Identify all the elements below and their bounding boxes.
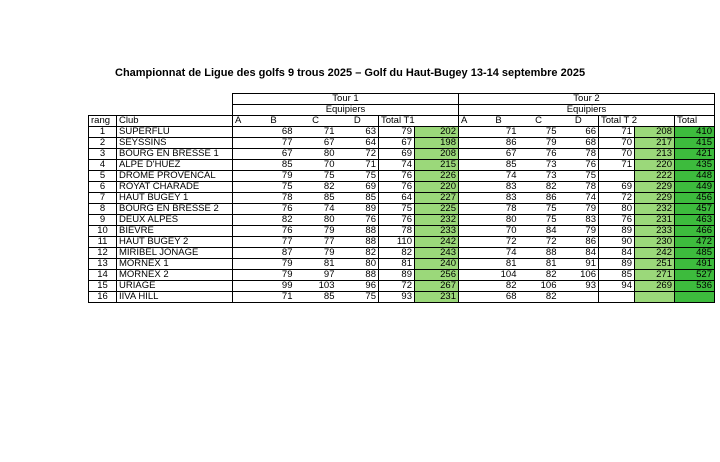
tour1-b-score: 77 [295,237,337,248]
tour2-b-score: 76 [519,149,559,160]
tour1-total: 225 [415,204,459,215]
spacer-cell [459,270,479,281]
tour2-total: 217 [635,138,675,149]
tour1-a-score: 71 [253,292,295,303]
tour1-a-score: 87 [253,248,295,259]
tour1-d-score: 69 [379,149,415,160]
tour1-group-label: Equipiers [233,105,459,116]
table-row [89,204,715,215]
grand-total [675,292,715,303]
tour2-d-score [599,292,635,303]
tour2-d-score [599,171,635,182]
tour1-total: 240 [415,259,459,270]
header-rang: rang [89,116,117,127]
tour2-total: 251 [635,259,675,270]
table-row [89,138,715,149]
rank-cell: 12 [89,248,117,259]
tour1-c-score: 63 [337,127,379,138]
tour2-c-score: 66 [559,127,599,138]
club-cell: BOURG EN BRESSE 2 [117,204,233,215]
tour2-d-score: 71 [599,127,635,138]
tour2-c-score: 74 [559,193,599,204]
tour2-c-score: 76 [559,160,599,171]
tour1-a-score: 77 [253,237,295,248]
rank-cell: 14 [89,270,117,281]
tour2-a-score: 70 [479,226,519,237]
rank-cell: 1 [89,127,117,138]
tour1-a-score: 68 [253,127,295,138]
tour2-total: 271 [635,270,675,281]
rank-cell: 6 [89,182,117,193]
tour1-c-score: 72 [337,149,379,160]
club-cell: MORNEX 2 [117,270,233,281]
tour1-a-score: 79 [253,171,295,182]
tour1-c-score: 82 [337,248,379,259]
tour1-c-score: 75 [337,292,379,303]
tour2-a-score: 104 [479,270,519,281]
rank-cell: 3 [89,149,117,160]
tour1-c-score: 64 [337,138,379,149]
results-table [88,93,715,303]
tour1-d-score: 110 [379,237,415,248]
tour1-total: 256 [415,270,459,281]
tour1-a-score: 79 [253,270,295,281]
table-row [89,171,715,182]
tour1-d-score: 76 [379,171,415,182]
spacer-cell [233,237,253,248]
tour2-a-score: 74 [479,248,519,259]
tour2-total: 229 [635,193,675,204]
spacer-cell [459,237,479,248]
spacer-cell [459,259,479,270]
tour2-total: 269 [635,281,675,292]
spacer-cell [459,193,479,204]
tour2-b-score: 82 [519,182,559,193]
grand-total: 421 [675,149,715,160]
club-cell: BIEVRE [117,226,233,237]
rank-cell: 5 [89,171,117,182]
tour1-b-score: 67 [295,138,337,149]
tour1-d-score: 75 [379,204,415,215]
grand-total: 463 [675,215,715,226]
tour2-c-score [559,292,599,303]
tour1-total: 242 [415,237,459,248]
header-a1: A [233,116,253,127]
spacer-cell [459,204,479,215]
tour2-a-score: 80 [479,215,519,226]
rank-cell: 10 [89,226,117,237]
tour2-d-score: 89 [599,226,635,237]
tour2-c-score: 83 [559,215,599,226]
tour2-d-score: 76 [599,215,635,226]
grand-total: 491 [675,259,715,270]
table-row [89,193,715,204]
spacer-cell [459,182,479,193]
tour2-a-score: 82 [479,281,519,292]
club-cell: BOURG EN BRESSE 1 [117,149,233,160]
tour2-total [635,292,675,303]
spacer-cell [459,226,479,237]
tour1-total: 198 [415,138,459,149]
spacer-cell [459,160,479,171]
header-c1: C [295,116,337,127]
tour1-a-score: 75 [253,182,295,193]
header-d2: D [559,116,599,127]
club-cell: SUPERFLU [117,127,233,138]
tour1-d-score: 81 [379,259,415,270]
tour2-b-score: 79 [519,138,559,149]
tour2-b-score: 84 [519,226,559,237]
tour2-d-score: 84 [599,248,635,259]
tour2-a-score: 72 [479,237,519,248]
spacer-cell [233,193,253,204]
table-row [89,292,715,303]
tour1-total: 227 [415,193,459,204]
tour1-a-score: 78 [253,193,295,204]
spacer-cell [459,248,479,259]
tour2-b-score: 75 [519,215,559,226]
spacer-cell [233,149,253,160]
tour2-d-score: 80 [599,204,635,215]
grand-total: 410 [675,127,715,138]
tour2-total: 232 [635,204,675,215]
spacer-cell [233,292,253,303]
tour1-c-score: 80 [337,259,379,270]
tour2-total: 213 [635,149,675,160]
tour2-a-score: 71 [479,127,519,138]
table-row [89,182,715,193]
tour2-c-score: 68 [559,138,599,149]
tour1-a-score: 85 [253,160,295,171]
rank-cell: 11 [89,237,117,248]
table-row [89,248,715,259]
tour1-c-score: 88 [337,237,379,248]
spacer-cell [233,215,253,226]
table-row [89,281,715,292]
tour2-a-score: 86 [479,138,519,149]
tour2-b-score: 75 [519,127,559,138]
tour1-a-score: 82 [253,215,295,226]
tour1-a-score: 77 [253,138,295,149]
tour2-b-score: 106 [519,281,559,292]
tour2-b-score: 82 [519,270,559,281]
table-row [89,215,715,226]
spacer-cell [233,281,253,292]
tour1-c-score: 89 [337,204,379,215]
tour2-c-score: 79 [559,204,599,215]
tour1-d-score: 79 [379,127,415,138]
tour2-c-score: 84 [559,248,599,259]
tour1-label: Tour 1 [233,94,459,105]
club-cell: URIAGE [117,281,233,292]
rank-cell: 13 [89,259,117,270]
tour2-a-score: 81 [479,259,519,270]
grand-total: 485 [675,248,715,259]
header-total2: Total T 2 [599,116,675,127]
tour2-a-score: 74 [479,171,519,182]
rank-cell: 8 [89,204,117,215]
tour1-total: 232 [415,215,459,226]
tour2-c-score: 86 [559,237,599,248]
tour1-a-score: 99 [253,281,295,292]
tour2-b-score: 73 [519,171,559,182]
club-cell: HAUT BUGEY 2 [117,237,233,248]
spacer-cell [459,149,479,160]
tour1-d-score: 64 [379,193,415,204]
tour2-d-score: 70 [599,149,635,160]
tour1-b-score: 80 [295,149,337,160]
tour2-b-score: 88 [519,248,559,259]
grand-total: 456 [675,193,715,204]
tour2-total: 208 [635,127,675,138]
club-cell: DROME PROVENCAL [117,171,233,182]
grand-total: 457 [675,204,715,215]
tour2-total: 242 [635,248,675,259]
tour1-d-score: 76 [379,215,415,226]
spacer-cell [233,248,253,259]
tour2-c-score: 75 [559,171,599,182]
rank-cell: 7 [89,193,117,204]
club-cell: ALPE D'HUEZ [117,160,233,171]
tour1-d-score: 76 [379,182,415,193]
tour2-c-score: 93 [559,281,599,292]
tour2-d-score: 94 [599,281,635,292]
club-cell: ROYAT CHARADE [117,182,233,193]
tour1-a-score: 76 [253,204,295,215]
tour1-b-score: 80 [295,215,337,226]
tour2-d-score: 72 [599,193,635,204]
tour1-total: 220 [415,182,459,193]
club-cell: DEUX ALPES [117,215,233,226]
club-cell: IIVA HILL [117,292,233,303]
grand-total: 448 [675,171,715,182]
table-row [89,226,715,237]
tour2-total: 230 [635,237,675,248]
tour2-c-score: 106 [559,270,599,281]
tour1-total: 243 [415,248,459,259]
group-header-row [89,105,715,116]
table-row [89,160,715,171]
tour1-b-score: 75 [295,171,337,182]
tour2-label: Tour 2 [459,94,715,105]
tour2-total: 220 [635,160,675,171]
rank-cell: 16 [89,292,117,303]
tour2-a-score: 85 [479,160,519,171]
table-row [89,127,715,138]
tour1-d-score: 82 [379,248,415,259]
spacer-cell [233,127,253,138]
grand-total: 472 [675,237,715,248]
grand-total: 527 [675,270,715,281]
tour1-total: 267 [415,281,459,292]
table-row [89,149,715,160]
table-row [89,259,715,270]
tour1-c-score: 69 [337,182,379,193]
tour2-d-score: 70 [599,138,635,149]
tour2-a-score: 67 [479,149,519,160]
tour1-total: 202 [415,127,459,138]
tour2-a-score: 83 [479,193,519,204]
tour2-b-score: 72 [519,237,559,248]
tour2-a-score: 78 [479,204,519,215]
spacer-cell [459,127,479,138]
club-cell: MIRIBEL JONAGE [117,248,233,259]
tour2-group-label: Equipiers [459,105,715,116]
spacer-cell [233,204,253,215]
tour2-b-score: 73 [519,160,559,171]
header-club: Club [117,116,233,127]
tour1-total: 208 [415,149,459,160]
grand-total: 466 [675,226,715,237]
grand-total: 536 [675,281,715,292]
header-d1: D [337,116,379,127]
rank-cell: 15 [89,281,117,292]
club-cell: HAUT BUGEY 1 [117,193,233,204]
tour2-b-score: 86 [519,193,559,204]
tour1-b-score: 97 [295,270,337,281]
spacer-cell [233,182,253,193]
spacer-cell [459,292,479,303]
tour2-d-score: 71 [599,160,635,171]
grand-total: 435 [675,160,715,171]
tour1-total: 215 [415,160,459,171]
tour2-d-score: 85 [599,270,635,281]
tour1-d-score: 78 [379,226,415,237]
tour2-total: 233 [635,226,675,237]
tour2-b-score: 75 [519,204,559,215]
tour1-total: 233 [415,226,459,237]
tour1-b-score: 81 [295,259,337,270]
tour1-d-score: 67 [379,138,415,149]
tour-header-row [89,94,715,105]
spacer-cell [459,171,479,182]
tour1-c-score: 85 [337,193,379,204]
grand-total: 449 [675,182,715,193]
tour2-total: 231 [635,215,675,226]
tour1-b-score: 85 [295,193,337,204]
tour1-b-score: 82 [295,182,337,193]
tour1-total: 231 [415,292,459,303]
tour2-b-score: 82 [519,292,559,303]
tour1-d-score: 72 [379,281,415,292]
tour2-b-score: 81 [519,259,559,270]
tour1-c-score: 71 [337,160,379,171]
tour1-b-score: 85 [295,292,337,303]
tour2-c-score: 78 [559,182,599,193]
tour1-b-score: 103 [295,281,337,292]
spacer-cell [459,138,479,149]
tour2-total: 229 [635,182,675,193]
tour1-d-score: 89 [379,270,415,281]
column-header-row [89,116,715,127]
header-total: Total [675,116,715,127]
club-cell: SEYSSINS [117,138,233,149]
tour1-c-score: 96 [337,281,379,292]
header-a2: A [459,116,479,127]
grand-total: 415 [675,138,715,149]
rank-cell: 9 [89,215,117,226]
rank-cell: 4 [89,160,117,171]
tour1-b-score: 74 [295,204,337,215]
tour1-a-score: 79 [253,259,295,270]
tour1-c-score: 75 [337,171,379,182]
tour1-d-score: 93 [379,292,415,303]
tour2-a-score: 83 [479,182,519,193]
spacer-cell [233,160,253,171]
table-row [89,270,715,281]
tour1-b-score: 70 [295,160,337,171]
spacer-cell [459,215,479,226]
club-cell: MORNEX 1 [117,259,233,270]
tour1-b-score: 79 [295,248,337,259]
tour2-c-score: 78 [559,149,599,160]
tour1-d-score: 74 [379,160,415,171]
header-total1: Total T1 [379,116,459,127]
tour2-total: 222 [635,171,675,182]
header-c2: C [519,116,559,127]
tour1-c-score: 88 [337,270,379,281]
tour2-c-score: 79 [559,226,599,237]
spacer-cell [233,226,253,237]
spacer-cell [233,138,253,149]
spacer-cell [233,171,253,182]
spacer-cell [233,270,253,281]
tour2-c-score: 91 [559,259,599,270]
tour1-a-score: 67 [253,149,295,160]
tour1-b-score: 79 [295,226,337,237]
tour1-c-score: 88 [337,226,379,237]
spacer-cell [233,259,253,270]
tour2-a-score: 68 [479,292,519,303]
tour1-c-score: 76 [337,215,379,226]
tour2-d-score: 89 [599,259,635,270]
table-row [89,237,715,248]
tour1-b-score: 71 [295,127,337,138]
header-b2: B [479,116,519,127]
tour2-d-score: 69 [599,182,635,193]
document-title: Championnat de Ligue des golfs 9 trous 2025 – Golf du Haut-Bugey 13-14 septembre 2025 [115,67,586,79]
header-b1: B [253,116,295,127]
rank-cell: 2 [89,138,117,149]
spacer-cell [459,281,479,292]
tour2-d-score: 90 [599,237,635,248]
tour1-a-score: 76 [253,226,295,237]
tour1-total: 226 [415,171,459,182]
